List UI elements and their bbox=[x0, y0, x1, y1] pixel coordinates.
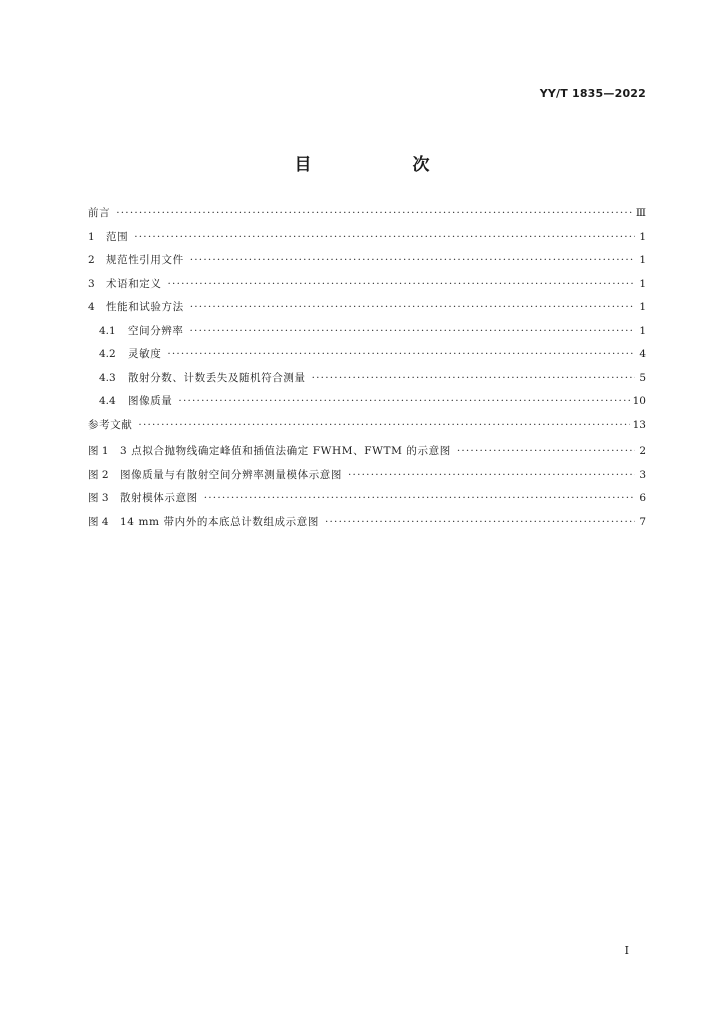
entry-number: 图 2 bbox=[88, 468, 109, 481]
entry-number: 2 bbox=[88, 254, 95, 266]
dot-leader bbox=[138, 419, 629, 431]
entry-title: 散射分数、计数丢失及随机符合测量 bbox=[128, 371, 306, 384]
entry-page-number: 1 bbox=[639, 254, 646, 266]
dot-leader bbox=[168, 278, 636, 290]
toc-entry[interactable] bbox=[88, 417, 646, 441]
toc-entry[interactable] bbox=[88, 252, 646, 276]
entry-page-number: 13 bbox=[632, 418, 646, 431]
figure-entry[interactable] bbox=[88, 467, 646, 491]
figure-list bbox=[88, 443, 646, 537]
entry-title: 空间分辨率 bbox=[128, 324, 184, 337]
entry-number: 1 bbox=[88, 230, 95, 243]
figure-entry[interactable] bbox=[88, 443, 646, 467]
entry-title: 图像质量与有散射空间分辨率测量模体示意图 bbox=[120, 468, 342, 481]
entry-number: 图 1 bbox=[88, 445, 109, 457]
entry-number: 3 bbox=[88, 277, 95, 290]
entry-number: 4.4 bbox=[99, 395, 116, 407]
entry-title: 术语和定义 bbox=[106, 277, 162, 290]
entry-page-number: 1 bbox=[639, 324, 646, 337]
dot-leader bbox=[190, 254, 635, 266]
toc-entry[interactable] bbox=[88, 205, 646, 229]
entry-page-number: 5 bbox=[639, 371, 646, 384]
toc-entry[interactable] bbox=[88, 346, 646, 370]
entry-title: 性能和试验方法 bbox=[106, 301, 184, 313]
entry-title: 规范性引用文件 bbox=[106, 254, 184, 266]
entry-title: 灵敏度 bbox=[128, 348, 162, 360]
entry-page-number: 1 bbox=[639, 301, 646, 313]
toc-entry[interactable] bbox=[88, 229, 646, 253]
entry-title: 3 点拟合抛物线确定峰值和插值法确定 FWHM、FWTM 的示意图 bbox=[120, 445, 451, 457]
entry-number: 图 4 bbox=[88, 515, 109, 528]
entry-page-number: 1 bbox=[639, 277, 646, 290]
dot-leader bbox=[348, 469, 635, 481]
entry-number: 4 bbox=[88, 301, 95, 313]
standard-code: YY/T 1835—2022 bbox=[539, 87, 646, 100]
dot-leader bbox=[312, 372, 635, 384]
footer-page-number: Ⅰ bbox=[624, 944, 629, 957]
dot-leader bbox=[457, 445, 635, 457]
entry-number: 4.2 bbox=[99, 348, 116, 360]
dot-leader bbox=[178, 395, 629, 407]
entry-page-number: 4 bbox=[639, 348, 646, 360]
page-title: 目 次 bbox=[294, 155, 472, 175]
entry-number: 图 3 bbox=[88, 492, 109, 504]
dot-leader bbox=[167, 348, 635, 360]
dot-leader bbox=[325, 516, 635, 528]
dot-leader bbox=[116, 207, 633, 219]
entry-page-number: 2 bbox=[639, 445, 646, 457]
entry-page-number: 7 bbox=[639, 515, 646, 528]
figure-entry[interactable] bbox=[88, 514, 646, 538]
toc-entry[interactable] bbox=[88, 370, 646, 394]
dot-leader bbox=[190, 301, 635, 313]
entry-title: 14 mm 带内外的本底总计数组成示意图 bbox=[120, 515, 319, 528]
toc-entry[interactable] bbox=[88, 393, 646, 417]
entry-page-number: 3 bbox=[639, 468, 646, 481]
dot-leader bbox=[190, 325, 636, 337]
toc-entry[interactable] bbox=[88, 276, 646, 300]
entry-number: 4.3 bbox=[99, 371, 116, 384]
entry-title: 前言 bbox=[88, 207, 111, 219]
dot-leader bbox=[204, 492, 635, 504]
entry-page-number: Ⅲ bbox=[635, 207, 646, 219]
entry-title: 范围 bbox=[106, 230, 129, 243]
entry-title: 图像质量 bbox=[128, 395, 173, 407]
entry-page-number: 1 bbox=[639, 230, 646, 243]
entry-page-number: 6 bbox=[639, 492, 646, 504]
dot-leader bbox=[134, 231, 635, 243]
entry-title: 散射模体示意图 bbox=[120, 492, 198, 504]
figure-entry[interactable] bbox=[88, 490, 646, 514]
entry-number: 4.1 bbox=[99, 324, 116, 337]
entry-title: 参考文献 bbox=[88, 418, 133, 431]
toc-entry[interactable] bbox=[88, 299, 646, 323]
table-of-contents bbox=[88, 205, 646, 440]
toc-entry[interactable] bbox=[88, 323, 646, 347]
entry-page-number: 10 bbox=[632, 395, 646, 407]
